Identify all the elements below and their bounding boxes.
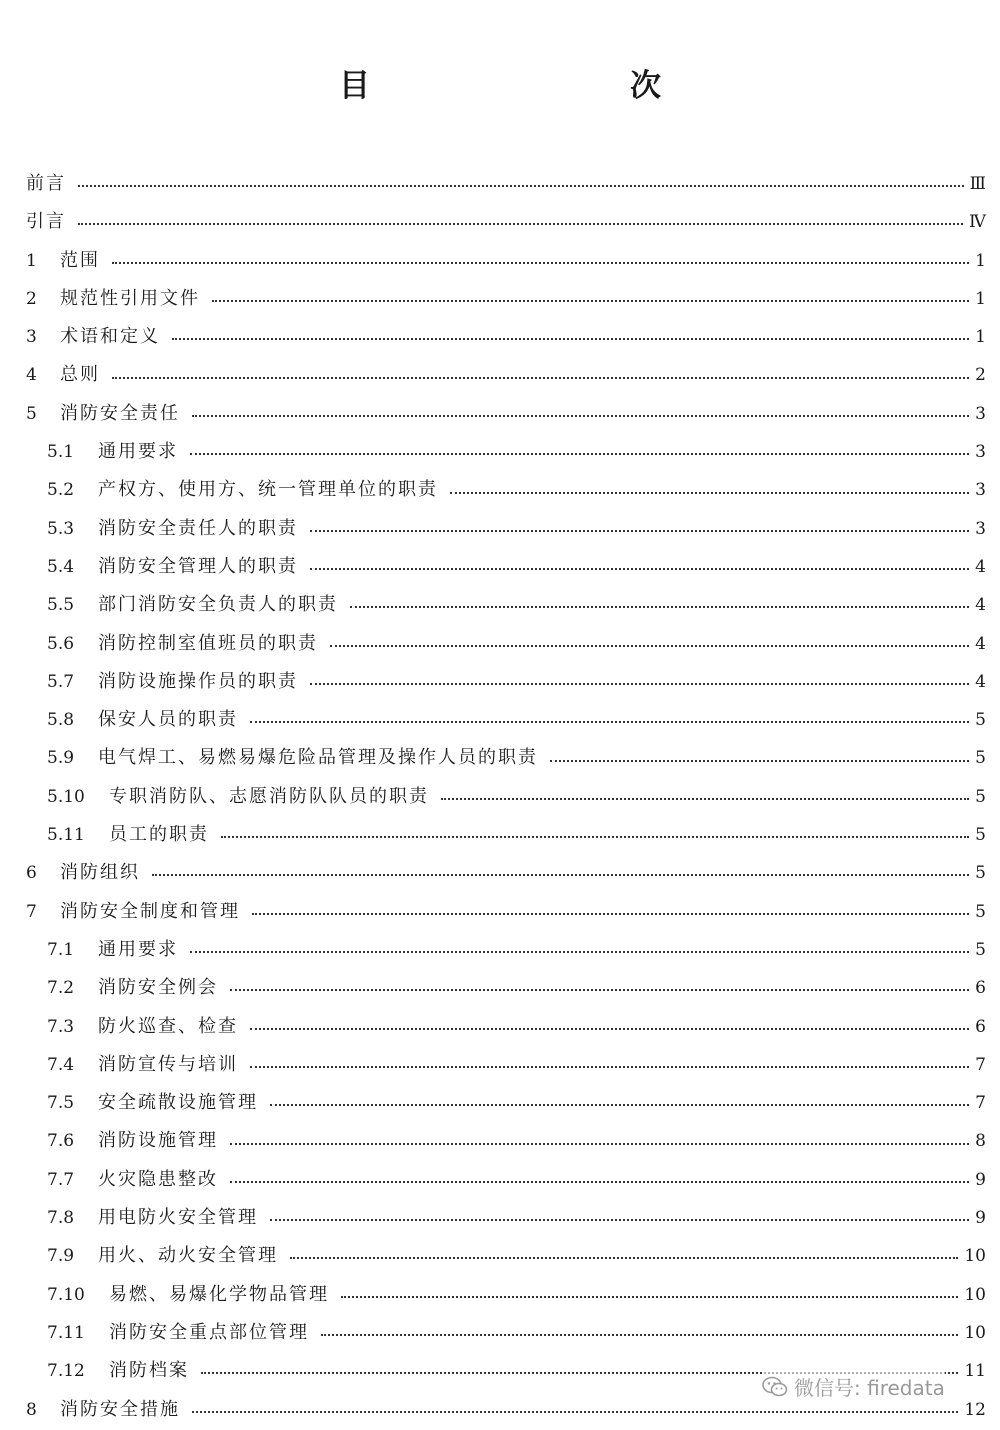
toc-entry-number: 6 [26, 863, 37, 884]
toc-entry-label: 消防安全管理人的职责 [98, 555, 298, 577]
toc-entry-page: 5 [975, 710, 986, 731]
toc-entry[interactable] [26, 893, 986, 931]
toc-entry-label: 用电防火安全管理 [98, 1207, 258, 1229]
toc-entry-label: 前言 [26, 173, 66, 194]
toc-entry-page: 8 [975, 1131, 986, 1152]
toc-entry-label: 易燃、易爆化学物品管理 [109, 1283, 329, 1305]
toc-entry[interactable] [26, 395, 986, 433]
toc-dot-leader [190, 453, 969, 455]
toc-entry[interactable] [26, 739, 986, 777]
toc-entry-label: 防火巡查、检查 [98, 1015, 238, 1037]
toc-entry[interactable] [26, 471, 986, 509]
toc-entry-number: 3 [26, 327, 37, 348]
toc-entry-page: 1 [975, 288, 986, 309]
toc-entry-label: 通用要求 [98, 441, 178, 463]
watermark [762, 1372, 945, 1401]
toc-dot-leader [78, 223, 963, 225]
toc-entry[interactable] [26, 1161, 986, 1199]
toc-entry[interactable] [26, 510, 986, 548]
toc-entry-page: 4 [975, 671, 986, 692]
toc-dot-leader [230, 1181, 969, 1183]
toc-entry-label: 消防安全措施 [60, 1398, 180, 1420]
toc-entry[interactable] [26, 816, 986, 854]
toc-entry-number: 7.10 [47, 1284, 85, 1305]
toc-entry-label: 专职消防队、志愿消防队队员的职责 [109, 785, 429, 807]
toc-entry[interactable] [26, 318, 986, 356]
toc-entry-number: 5 [26, 403, 37, 424]
toc-dot-leader [310, 683, 969, 685]
toc-entry[interactable] [26, 203, 986, 241]
toc-entry-number: 5.1 [47, 442, 75, 463]
toc-entry-page: 7 [975, 1054, 986, 1075]
toc-entry-page: 4 [975, 556, 986, 577]
toc-dot-leader [310, 530, 969, 532]
toc-entry-label: 保安人员的职责 [98, 709, 238, 731]
toc-entry-page: 12 [964, 1399, 986, 1420]
toc-dot-leader [310, 568, 969, 570]
toc-entry-number: 8 [26, 1399, 37, 1420]
toc-entry-label: 消防设施管理 [98, 1130, 218, 1152]
toc-dot-leader [341, 1296, 958, 1298]
toc-entry-page: 5 [975, 863, 986, 884]
toc-entry-page: 6 [975, 978, 986, 999]
toc-dot-leader [250, 721, 969, 723]
toc-entry[interactable] [26, 625, 986, 663]
toc-entry-label: 消防组织 [60, 862, 140, 884]
toc-entry[interactable] [26, 663, 986, 701]
toc-entry-number: 7.4 [47, 1054, 75, 1075]
toc-entry-page: 10 [964, 1284, 986, 1305]
toc-entry-number: 1 [26, 250, 37, 271]
toc-entry-page: 3 [975, 518, 986, 539]
toc-entry-page: 9 [975, 1208, 986, 1229]
toc-entry[interactable] [26, 280, 986, 318]
toc-entry-number: 7.9 [47, 1246, 75, 1267]
toc-entry-page: Ⅲ [969, 174, 986, 194]
toc-entry-number: 5.9 [47, 748, 75, 769]
toc-entry-number: 2 [26, 288, 37, 309]
toc-entry-label: 产权方、使用方、统一管理单位的职责 [98, 479, 438, 501]
toc-dot-leader [192, 415, 969, 417]
toc-entry-number: 7.1 [47, 939, 75, 960]
toc-dot-leader [78, 185, 964, 187]
toc-entry[interactable] [26, 701, 986, 739]
toc-dot-leader [112, 377, 969, 379]
toc-entry-number: 7.2 [47, 978, 75, 999]
toc-entry-label: 员工的职责 [109, 824, 209, 846]
toc-entry-page: 4 [975, 633, 986, 654]
toc-entry-page: 5 [975, 825, 986, 846]
toc-entry-page: 5 [975, 939, 986, 960]
toc-entry-page: 5 [975, 748, 986, 769]
toc-dot-leader [250, 1028, 969, 1030]
toc-entry-label: 消防安全制度和管理 [60, 900, 240, 922]
toc-entry-label: 电气焊工、易燃易爆危险品管理及操作人员的职责 [98, 747, 538, 769]
toc-dot-leader [252, 913, 969, 915]
toc-entry-label: 规范性引用文件 [60, 287, 200, 309]
toc-entry-page: 10 [964, 1246, 986, 1267]
toc-dot-leader [270, 1104, 969, 1106]
toc-entry-page: 1 [975, 327, 986, 348]
toc-entry-page: Ⅳ [969, 212, 986, 233]
toc-entry-page: 9 [975, 1169, 986, 1190]
toc-entry-number: 7 [26, 901, 37, 922]
toc-entry-label: 总则 [60, 364, 100, 386]
toc-entry-label: 消防宣传与培训 [98, 1053, 238, 1075]
toc-entry-label: 消防安全重点部位管理 [109, 1321, 309, 1343]
toc-entry-label: 引言 [26, 211, 66, 233]
toc-entry[interactable] [26, 778, 986, 816]
toc-entry-label: 消防档案 [109, 1360, 189, 1382]
toc-entry[interactable] [26, 1008, 986, 1046]
toc-entry-label: 安全疏散设施管理 [98, 1092, 258, 1114]
toc-entry-label: 消防安全责任人的职责 [98, 517, 298, 539]
toc-entry[interactable] [26, 548, 986, 586]
toc-entry-number: 7.11 [47, 1322, 85, 1343]
toc-entry-page: 2 [975, 365, 986, 386]
toc-dot-leader [450, 492, 969, 494]
toc-dot-leader [112, 262, 969, 264]
toc-dot-leader [550, 760, 969, 762]
toc-entry-number: 5.5 [47, 595, 75, 616]
toc-entry-page: 4 [975, 595, 986, 616]
toc-dot-leader [190, 951, 969, 953]
toc-entry-page: 11 [964, 1361, 986, 1382]
page-title: 目 次 [339, 68, 727, 104]
toc-entry-label: 用火、动火安全管理 [98, 1245, 278, 1267]
toc-entry-number: 5.4 [47, 556, 75, 577]
toc-entry-number: 5.7 [47, 671, 75, 692]
toc-entry-label: 消防设施操作员的职责 [98, 670, 298, 692]
toc-entry[interactable] [26, 1084, 986, 1122]
toc-dot-leader [441, 798, 969, 800]
toc-entry-number: 7.7 [47, 1169, 75, 1190]
toc-dot-leader [152, 874, 969, 876]
toc-entry[interactable] [26, 1046, 986, 1084]
toc-entry-label: 消防安全责任 [60, 402, 180, 424]
toc-entry[interactable] [26, 1276, 986, 1314]
wechat-icon [762, 1376, 788, 1398]
toc-entry[interactable] [26, 1237, 986, 1275]
toc-entry-number: 4 [26, 365, 37, 386]
toc-entry-number: 5.11 [47, 825, 85, 846]
toc-dot-leader [172, 338, 969, 340]
toc-entry-label: 消防控制室值班员的职责 [98, 632, 318, 654]
toc-entry-page: 3 [975, 442, 986, 463]
toc-dot-leader [230, 1143, 969, 1145]
toc-entry-number: 5.2 [47, 480, 75, 501]
toc-dot-leader [250, 1066, 969, 1068]
toc-dot-leader [192, 1411, 958, 1413]
toc-entry[interactable] [26, 854, 986, 892]
toc-entry[interactable] [26, 242, 986, 280]
toc-entry-number: 5.3 [47, 518, 75, 539]
toc-entry[interactable] [26, 165, 986, 203]
toc-entry-number: 7.6 [47, 1131, 75, 1152]
toc-entry-page: 5 [975, 786, 986, 807]
toc-entry-number: 5.10 [47, 786, 85, 807]
toc-entry[interactable] [26, 1199, 986, 1237]
toc-dot-leader [290, 1257, 958, 1259]
toc-entry-page: 10 [964, 1322, 986, 1343]
toc-entry-number: 7.8 [47, 1208, 75, 1229]
toc-entry-number: 7.5 [47, 1093, 75, 1114]
toc-entry-label: 通用要求 [98, 938, 178, 960]
toc-entry-page: 7 [975, 1093, 986, 1114]
toc-dot-leader [230, 989, 969, 991]
toc-entry-page: 6 [975, 1016, 986, 1037]
toc-entry-label: 部门消防安全负责人的职责 [98, 594, 338, 616]
toc-entry-number: 7.12 [47, 1361, 85, 1382]
toc-dot-leader [321, 1334, 958, 1336]
toc-entry-page: 3 [975, 480, 986, 501]
toc-entry-number: 5.8 [47, 710, 75, 731]
toc-entry-number: 5.6 [47, 633, 75, 654]
toc-entry[interactable] [26, 1314, 986, 1352]
toc-entry[interactable] [26, 586, 986, 624]
toc-entry-number: 7.3 [47, 1016, 75, 1037]
toc-dot-leader [330, 645, 969, 647]
toc-entry-page: 5 [975, 901, 986, 922]
table-of-contents [26, 165, 986, 1429]
watermark-text: 微信号: firedata [794, 1376, 945, 1400]
toc-entry-label: 消防安全例会 [98, 977, 218, 999]
toc-entry-page: 3 [975, 403, 986, 424]
toc-dot-leader [270, 1219, 969, 1221]
toc-entry[interactable] [26, 1122, 986, 1160]
toc-dot-leader [212, 300, 969, 302]
toc-dot-leader [221, 836, 969, 838]
toc-dot-leader [350, 606, 969, 608]
toc-entry[interactable] [26, 931, 986, 969]
toc-entry[interactable] [26, 969, 986, 1007]
toc-entry-label: 术语和定义 [60, 326, 160, 348]
toc-entry-label: 范围 [60, 249, 100, 271]
toc-entry-page: 1 [975, 250, 986, 271]
toc-entry[interactable] [26, 356, 986, 394]
toc-entry-label: 火灾隐患整改 [98, 1168, 218, 1190]
toc-entry[interactable] [26, 433, 986, 471]
